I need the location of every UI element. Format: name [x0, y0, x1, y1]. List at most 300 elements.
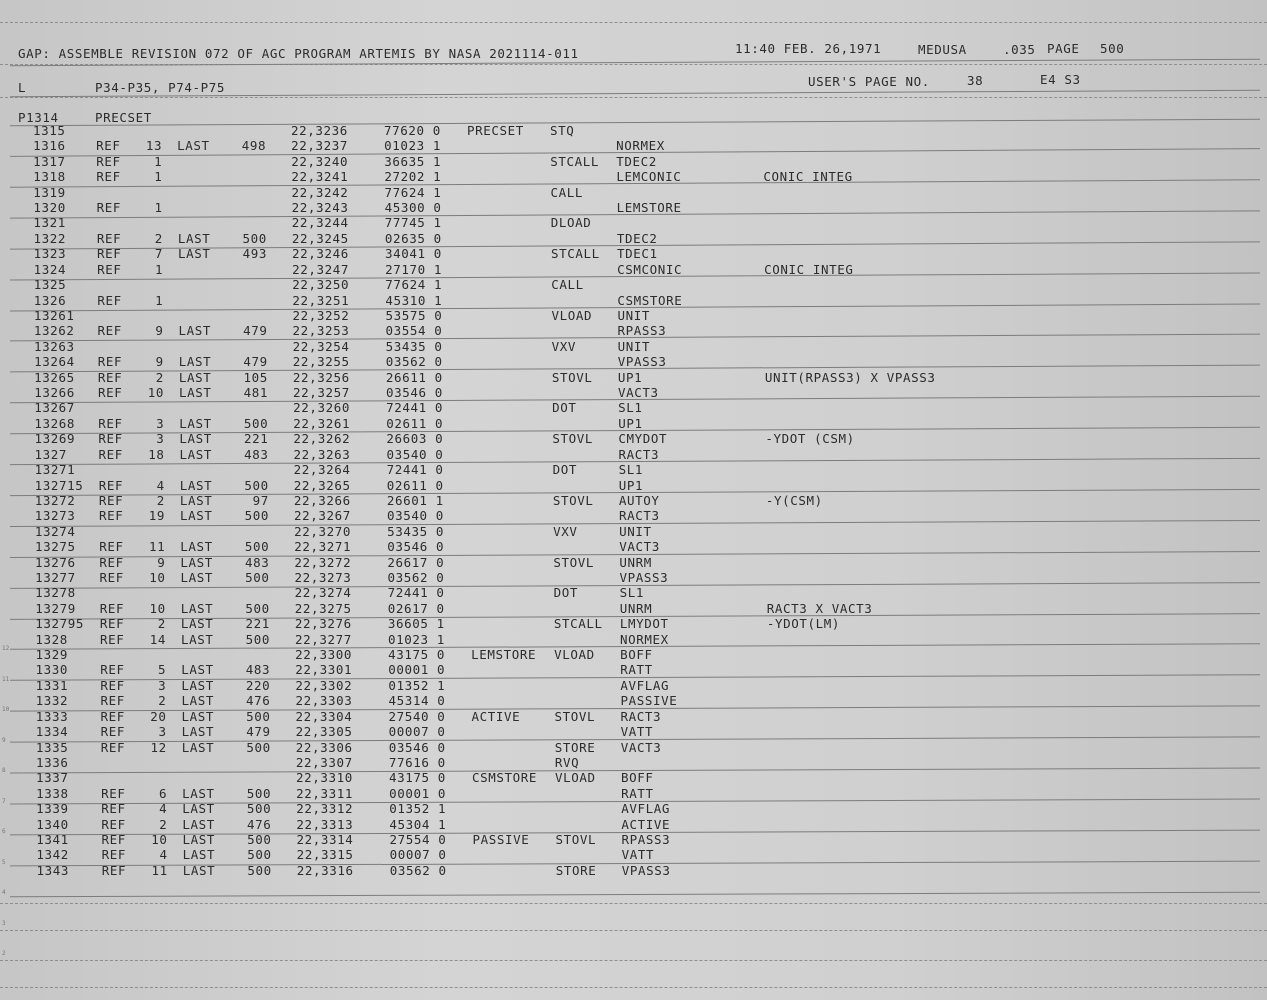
address: 22,3247 [292, 261, 349, 277]
address: 22,3254 [292, 338, 350, 354]
last-keyword: LAST [180, 600, 214, 616]
punch-mark: 10 [2, 706, 10, 713]
octal-word: 00007 0 [388, 724, 446, 740]
last-keyword: LAST [181, 662, 214, 678]
octal-word: 02617 0 [387, 600, 445, 616]
punch-mark: 5 [2, 858, 6, 866]
dashed-rule [0, 97, 1267, 98]
line-number: 1325 [33, 277, 67, 293]
ref-keyword: REF [100, 739, 126, 755]
octal-word: 01023 1 [384, 138, 441, 154]
operand: TDEC2 [616, 153, 657, 169]
ref-count: 4 [159, 801, 168, 817]
opcode: DOT [552, 462, 578, 478]
opcode: VXV [553, 523, 578, 539]
ref-keyword: REF [101, 785, 126, 801]
ref-keyword: REF [99, 616, 125, 632]
address: 22,3302 [295, 677, 353, 693]
header-page-label: PAGE [1047, 41, 1080, 56]
line-number: 13273 [34, 508, 76, 524]
ref-keyword: REF [99, 554, 124, 570]
last-keyword: LAST [180, 539, 213, 555]
last-page: 500 [246, 801, 272, 817]
ref-keyword: REF [98, 477, 124, 493]
last-page: 500 [242, 230, 267, 246]
line-number: 13278 [35, 585, 76, 601]
operand: CSMSTORE [617, 292, 683, 308]
octal-word: 26611 0 [385, 369, 443, 385]
ruled-line [10, 119, 1260, 127]
line-number: 1334 [35, 724, 69, 740]
punch-mark: 3 [2, 919, 6, 927]
line-number: 1335 [35, 739, 69, 755]
operand: UNIT [617, 338, 651, 354]
address: 22,3273 [294, 570, 352, 585]
opcode: STORE [554, 739, 596, 755]
last-page: 500 [247, 847, 272, 863]
address: 22,3304 [295, 708, 353, 724]
octal-word: 77624 1 [385, 277, 443, 293]
ref-count: 1 [154, 169, 163, 185]
last-keyword: LAST [179, 415, 212, 431]
last-keyword: LAST [178, 323, 212, 339]
ref-keyword: REF [99, 539, 124, 555]
operand: LMYDOT [619, 616, 669, 632]
last-keyword: LAST [181, 724, 215, 740]
last-page: 500 [246, 785, 272, 801]
operand: RPASS3 [617, 323, 667, 339]
last-keyword: LAST [180, 616, 214, 632]
ref-count: 20 [150, 708, 167, 724]
line-number: 13274 [34, 523, 76, 539]
last-keyword: LAST [181, 739, 215, 755]
line-number: 1332 [35, 693, 69, 709]
last-page: 476 [246, 693, 271, 709]
last-page: 479 [246, 724, 271, 740]
last-page: 105 [243, 369, 268, 385]
address: 22,3312 [296, 801, 354, 817]
opcode: VLOAD [554, 647, 595, 663]
ref-count: 18 [148, 446, 165, 462]
octal-word: 43175 0 [389, 770, 446, 786]
ref-keyword: REF [100, 693, 125, 709]
ref-count: 14 [149, 631, 166, 647]
operand: NORMEX [616, 138, 665, 154]
address: 22,3303 [295, 693, 353, 709]
operand: VPASS3 [619, 570, 669, 585]
address: 22,3253 [292, 323, 350, 339]
operand: SL1 [618, 462, 644, 478]
octal-word: 03540 0 [386, 446, 444, 462]
octal-word: 00007 0 [389, 847, 447, 863]
ref-count: 3 [158, 724, 167, 740]
ref-keyword: REF [98, 415, 123, 431]
address: 22,3244 [291, 215, 349, 231]
ref-count: 2 [155, 369, 164, 385]
line-number: 13264 [34, 354, 75, 370]
last-page: 500 [247, 862, 272, 878]
last-keyword: LAST [180, 508, 213, 524]
operand: RACT3 [618, 446, 660, 462]
ref-keyword: REF [97, 369, 123, 385]
line-number: 1324 [33, 261, 67, 277]
operand: CMYDOT [618, 431, 668, 447]
octal-word: 45304 1 [389, 816, 447, 832]
ref-count: 9 [157, 554, 166, 570]
octal-word: 03546 0 [387, 539, 445, 555]
ref-count: 3 [156, 431, 165, 447]
operand: UP1 [618, 415, 643, 431]
line-number: 13266 [34, 385, 75, 401]
last-keyword: LAST [180, 554, 213, 570]
line-number: 132715 [34, 477, 84, 493]
operand: RACT3 [620, 708, 662, 724]
last-page: 220 [245, 677, 271, 693]
octal-word: 03540 0 [387, 508, 444, 524]
line-number: 1319 [33, 184, 66, 200]
ref-keyword: REF [96, 169, 121, 185]
address: 22,3263 [293, 446, 351, 462]
line-number: 1316 [33, 138, 66, 154]
line-number: 1327 [34, 446, 68, 462]
ref-count: 9 [155, 323, 164, 339]
last-page: 479 [243, 323, 268, 339]
opcode: DLOAD [550, 215, 592, 231]
ref-keyword: REF [98, 492, 124, 508]
opcode: STCALL [550, 246, 600, 262]
ref-count: 3 [156, 415, 165, 431]
address: 22,3256 [292, 369, 350, 385]
ref-keyword: REF [97, 261, 122, 277]
address: 22,3240 [291, 153, 349, 169]
octal-word: 72441 0 [387, 585, 445, 601]
header-site: MEDUSA [918, 42, 967, 57]
last-keyword: LAST [177, 230, 211, 246]
last-page: 481 [243, 385, 269, 401]
octal-word: 01023 1 [387, 631, 445, 647]
octal-word: 26617 0 [387, 554, 445, 570]
line-number: 1323 [33, 246, 67, 262]
octal-word: 26603 0 [386, 431, 444, 447]
punch-mark: 4 [2, 889, 6, 896]
opcode: STOVL [552, 492, 594, 508]
line-number: 1330 [35, 662, 69, 678]
last-page: 500 [246, 739, 271, 755]
line-number: 1322 [33, 230, 67, 246]
address: 22,3272 [294, 554, 352, 570]
line-number: 132795 [35, 616, 85, 632]
line-number: 13262 [33, 323, 75, 339]
address: 22,3314 [296, 832, 354, 848]
octal-word: 27554 0 [389, 832, 447, 848]
opcode: STCALL [550, 153, 599, 169]
opcode: STOVL [554, 708, 596, 724]
ref-count: 7 [154, 246, 163, 262]
line-number: 1338 [36, 785, 69, 801]
label: PRECSET [467, 123, 524, 138]
last-page: 498 [241, 138, 267, 154]
ref-count: 2 [156, 492, 165, 508]
ref-count: 4 [156, 477, 165, 493]
comment: -YDOT(LM) [766, 616, 840, 632]
octal-word: 45310 1 [385, 292, 443, 308]
octal-word: 03562 0 [385, 354, 443, 370]
ref-keyword: REF [99, 631, 125, 647]
last-page: 221 [245, 616, 270, 632]
comment: RACT3 X VACT3 [766, 600, 873, 616]
opcode: DOT [553, 585, 578, 601]
octal-word: 02611 0 [386, 477, 444, 493]
octal-word: 03554 0 [385, 323, 443, 339]
opcode: STOVL [553, 554, 594, 570]
last-keyword: LAST [181, 693, 214, 709]
routine-name: PRECSET [95, 110, 152, 125]
header-title: GAP: ASSEMBLE REVISION 072 OF AGC PROGRAM ARTEMIS BY NASA 2021114-011 [18, 46, 579, 61]
ref-keyword: REF [101, 801, 126, 817]
operand: UNIT [617, 307, 650, 323]
operand: UP1 [617, 369, 643, 385]
address: 22,3300 [295, 647, 352, 663]
address: 22,3243 [291, 200, 349, 216]
operand: LEMSTORE [616, 200, 682, 216]
ref-count: 10 [149, 600, 166, 616]
ref-keyword: REF [101, 832, 126, 848]
operand: SL1 [619, 585, 644, 601]
last-keyword: LAST [182, 816, 215, 832]
ref-keyword: REF [96, 200, 121, 216]
punch-mark: 8 [2, 767, 6, 774]
last-keyword: LAST [179, 446, 213, 462]
operand: UP1 [618, 477, 644, 493]
address: 22,3261 [293, 415, 351, 431]
last-page: 500 [244, 477, 269, 493]
address: 22,3241 [291, 169, 349, 185]
line-number: 1320 [33, 200, 66, 216]
operand: UNRM [619, 554, 652, 570]
operand: VATT [620, 724, 654, 740]
line-number: 1342 [36, 847, 69, 863]
last-keyword: LAST [182, 785, 215, 801]
address: 22,3251 [292, 292, 350, 308]
operand: VACT3 [620, 739, 662, 755]
dashed-rule [0, 22, 1267, 23]
dashed-rule [0, 903, 1267, 904]
operand: RATT [621, 785, 654, 801]
ref-count: 19 [148, 508, 165, 524]
ref-count: 1 [154, 200, 163, 216]
line-number: 13269 [34, 431, 76, 447]
line-number: 13279 [35, 600, 76, 616]
ref-keyword: REF [97, 292, 122, 308]
octal-word: 03546 0 [386, 385, 443, 401]
section-letter: L [18, 80, 27, 95]
octal-word: 27540 0 [388, 708, 446, 724]
address: 22,3237 [291, 138, 348, 154]
address: 22,3245 [291, 230, 349, 246]
operand: CSMCONIC [617, 261, 683, 277]
opcode: STOVL [551, 369, 593, 385]
header-time: 11:40 FEB. 26,1971 [735, 41, 882, 56]
octal-word: 34041 0 [384, 246, 442, 262]
address: 22,3306 [295, 739, 353, 755]
opcode: RVQ [554, 754, 580, 770]
last-keyword: LAST [181, 708, 215, 724]
opcode: VLOAD [551, 307, 593, 323]
operand: UNRM [619, 600, 653, 616]
last-page: 500 [244, 508, 269, 524]
operand: PASSIVE [620, 693, 678, 709]
label: ACTIVE [471, 708, 521, 724]
user-page-label: USER'S PAGE NO. [808, 74, 930, 89]
octal-word: 77616 0 [388, 754, 446, 770]
ref-keyword: REF [100, 708, 125, 724]
address: 22,3264 [293, 462, 351, 478]
octal-word: 01352 1 [389, 801, 447, 817]
last-keyword: LAST [177, 246, 211, 262]
line-number: 13268 [34, 415, 75, 431]
ref-count: 11 [151, 862, 168, 878]
operand: VACT3 [618, 385, 659, 401]
operand: VPASS3 [621, 862, 671, 878]
ruled-line [10, 891, 1260, 896]
operand: AUTOY [618, 492, 660, 508]
label: PASSIVE [472, 832, 530, 848]
ref-keyword: REF [101, 847, 127, 863]
octal-word: 53435 0 [387, 523, 444, 539]
ref-keyword: REF [101, 816, 126, 832]
address: 22,3310 [296, 770, 353, 786]
line-number: 1336 [35, 754, 69, 770]
address: 22,3311 [296, 785, 354, 801]
operand: UNIT [619, 523, 652, 539]
last-keyword: LAST [178, 369, 212, 385]
operand: SL1 [618, 400, 643, 416]
ref-keyword: REF [98, 446, 123, 462]
octal-word: 02611 0 [386, 415, 444, 431]
octal-word: 77624 1 [384, 184, 442, 200]
opcode: STOVL [552, 431, 594, 447]
punch-mark: 12 [2, 645, 10, 652]
line-number: 13275 [34, 539, 76, 555]
sheet-number: E4 S3 [1040, 72, 1081, 87]
line-number: 1317 [33, 153, 66, 169]
operand: VPASS3 [617, 354, 667, 370]
opcode: CALL [550, 184, 583, 200]
operand: NORMEX [619, 631, 669, 647]
last-keyword: LAST [180, 631, 214, 647]
line-number: 13263 [34, 338, 75, 354]
octal-word: 03562 0 [387, 570, 445, 585]
ref-keyword: REF [100, 677, 125, 693]
line-number: 1340 [36, 816, 69, 832]
last-keyword: LAST [182, 862, 216, 878]
punch-mark: 2 [2, 950, 6, 957]
octal-word: 77745 1 [384, 215, 442, 231]
address: 22,3307 [295, 754, 353, 770]
ref-keyword: REF [96, 153, 121, 169]
last-page: 500 [243, 415, 269, 431]
dashed-rule [0, 960, 1267, 961]
octal-word: 03562 0 [389, 862, 447, 878]
ref-keyword: REF [99, 508, 124, 524]
last-page: 483 [245, 662, 271, 678]
last-keyword: LAST [177, 138, 210, 154]
last-keyword: LAST [179, 492, 213, 508]
comment: CONIC INTEG [764, 261, 854, 277]
comment: UNIT(RPASS3) X VPASS3 [764, 369, 936, 385]
address: 22,3316 [296, 862, 354, 878]
operand: AVFLAG [620, 677, 670, 693]
last-keyword: LAST [179, 385, 212, 401]
address: 22,3315 [296, 847, 354, 863]
ref-keyword: REF [97, 354, 123, 370]
header-code: .035 [1003, 42, 1036, 57]
opcode: CALL [551, 277, 584, 293]
address: 22,3275 [294, 600, 352, 616]
octal-word: 45314 0 [388, 693, 446, 709]
octal-word: 00001 0 [389, 785, 447, 801]
comment: -YDOT (CSM) [765, 431, 855, 447]
octal-word: 02635 0 [384, 230, 442, 246]
octal-word: 03546 0 [388, 739, 446, 755]
last-page: 500 [244, 539, 270, 555]
ref-keyword: REF [97, 323, 122, 339]
address: 22,3255 [292, 354, 350, 370]
line-number: 1333 [35, 708, 69, 724]
label: CSMSTORE [472, 770, 538, 786]
last-keyword: LAST [182, 847, 216, 863]
address: 22,3266 [293, 492, 351, 508]
last-keyword: LAST [182, 832, 216, 848]
operand: AVFLAG [621, 801, 671, 817]
octal-word: 01352 1 [388, 677, 446, 693]
dashed-rule [0, 987, 1267, 988]
line-number: 1315 [33, 123, 66, 138]
line-number: 1339 [36, 801, 69, 817]
line-number: 13271 [34, 462, 76, 478]
line-number: 1337 [36, 770, 69, 786]
punch-mark: 6 [2, 828, 6, 835]
address: 22,3271 [294, 539, 352, 555]
ref-count: 4 [159, 847, 168, 863]
line-number: 13276 [35, 554, 76, 570]
last-page: 221 [244, 431, 269, 447]
punch-mark: 9 [2, 736, 6, 744]
ref-keyword: REF [96, 138, 121, 154]
opcode: STCALL [553, 616, 603, 632]
line-number: 1343 [36, 862, 69, 878]
opcode: VXV [551, 338, 577, 354]
line-number: 13267 [34, 400, 75, 416]
address: 22,3252 [292, 307, 350, 323]
address: 22,3257 [293, 385, 350, 401]
ref-count: 12 [150, 739, 167, 755]
ref-keyword: REF [98, 385, 123, 401]
ref-count: 10 [151, 832, 168, 848]
comment: -Y(CSM) [765, 492, 823, 508]
ref-keyword: REF [99, 570, 124, 585]
ref-keyword: REF [96, 246, 122, 262]
last-page: 500 [246, 708, 271, 724]
last-keyword: LAST [179, 477, 213, 493]
last-page: 97 [252, 492, 269, 508]
address: 22,3265 [293, 477, 351, 493]
ref-keyword: REF [101, 862, 127, 878]
opcode: VLOAD [555, 770, 596, 786]
last-keyword: LAST [181, 677, 214, 693]
octal-word: 77620 0 [384, 123, 441, 138]
octal-word: 36635 1 [384, 153, 442, 169]
